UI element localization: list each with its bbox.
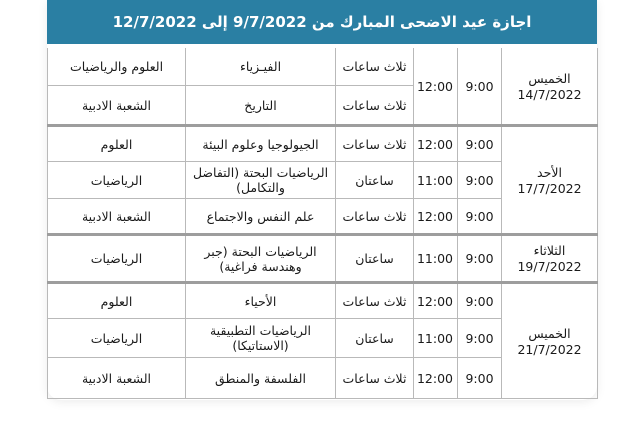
branch: الشعبة الادبية <box>48 358 186 399</box>
start-time: 9:00 <box>458 126 502 162</box>
schedule-body <box>48 48 598 399</box>
duration: ثلاث ساعات <box>336 199 414 235</box>
start-time: 9:00 <box>458 199 502 235</box>
day-cell <box>502 235 598 283</box>
exam-schedule-table <box>47 48 598 399</box>
table-row <box>48 283 598 319</box>
subject: الفلسفة والمنطق <box>186 358 336 399</box>
duration: ساعتان <box>336 162 414 199</box>
branch: العلوم <box>48 126 186 162</box>
start-time: 9:00 <box>458 235 502 283</box>
subject: الجيولوجيا وعلوم البيئة <box>186 126 336 162</box>
start-time: 9:00 <box>458 283 502 319</box>
table-row <box>48 126 598 162</box>
branch: الشعبة الادبية <box>48 199 186 235</box>
day-name: الخميس <box>528 70 571 86</box>
branch: العلوم <box>48 283 186 319</box>
subject: الرياضيات البحتة (جبر وهندسة فراغية) <box>186 235 336 283</box>
day-date: 14/7/2022 <box>517 86 582 102</box>
table-row <box>48 235 598 283</box>
duration: ساعتان <box>336 319 414 358</box>
day-cell <box>502 126 598 235</box>
duration: ثلاث ساعات <box>336 283 414 319</box>
subject: علم النفس والاجتماع <box>186 199 336 235</box>
start-time: 9:00 <box>458 319 502 358</box>
end-time: 12:00 <box>414 48 458 126</box>
subject: الفيـزياء <box>186 48 336 86</box>
day-date: 19/7/2022 <box>517 259 582 274</box>
duration: ثلاث ساعات <box>336 86 414 126</box>
day-cell <box>502 283 598 399</box>
duration: ثلاث ساعات <box>336 126 414 162</box>
day-date: 17/7/2022 <box>517 180 582 196</box>
start-time: 9:00 <box>458 358 502 399</box>
duration: ساعتان <box>336 235 414 283</box>
table-row <box>48 48 598 86</box>
subject: التاريخ <box>186 86 336 126</box>
subject: الرياضيات البحتة (التفاضل والتكامل) <box>186 162 336 199</box>
end-time: 11:00 <box>414 235 458 283</box>
end-time: 12:00 <box>414 126 458 162</box>
day-name: الأحد <box>537 164 562 180</box>
start-time: 9:00 <box>458 162 502 199</box>
end-time: 12:00 <box>414 199 458 235</box>
branch: الرياضيات <box>48 235 186 283</box>
schedule-title: اجازة عيد الاضحى المبارك من 9/7/2022 إلى 12/7/2022 <box>47 0 597 44</box>
start-time: 9:00 <box>458 48 502 126</box>
end-time: 12:00 <box>414 358 458 399</box>
day-name: الخميس <box>528 325 571 341</box>
branch: الرياضيات <box>48 319 186 358</box>
day-name: الثلاثاء <box>533 243 566 258</box>
end-time: 12:00 <box>414 283 458 319</box>
end-time: 11:00 <box>414 319 458 358</box>
subject: الرياضيات التطبيقية (الاستاتيكا) <box>186 319 336 358</box>
duration: ثلاث ساعات <box>336 48 414 86</box>
branch: الشعبة الادبية <box>48 86 186 126</box>
duration: ثلاث ساعات <box>336 358 414 399</box>
subject: الأحياء <box>186 283 336 319</box>
end-time: 11:00 <box>414 162 458 199</box>
day-date: 21/7/2022 <box>517 341 582 357</box>
day-cell <box>502 48 598 126</box>
branch: العلوم والرياضيات <box>48 48 186 86</box>
branch: الرياضيات <box>48 162 186 199</box>
